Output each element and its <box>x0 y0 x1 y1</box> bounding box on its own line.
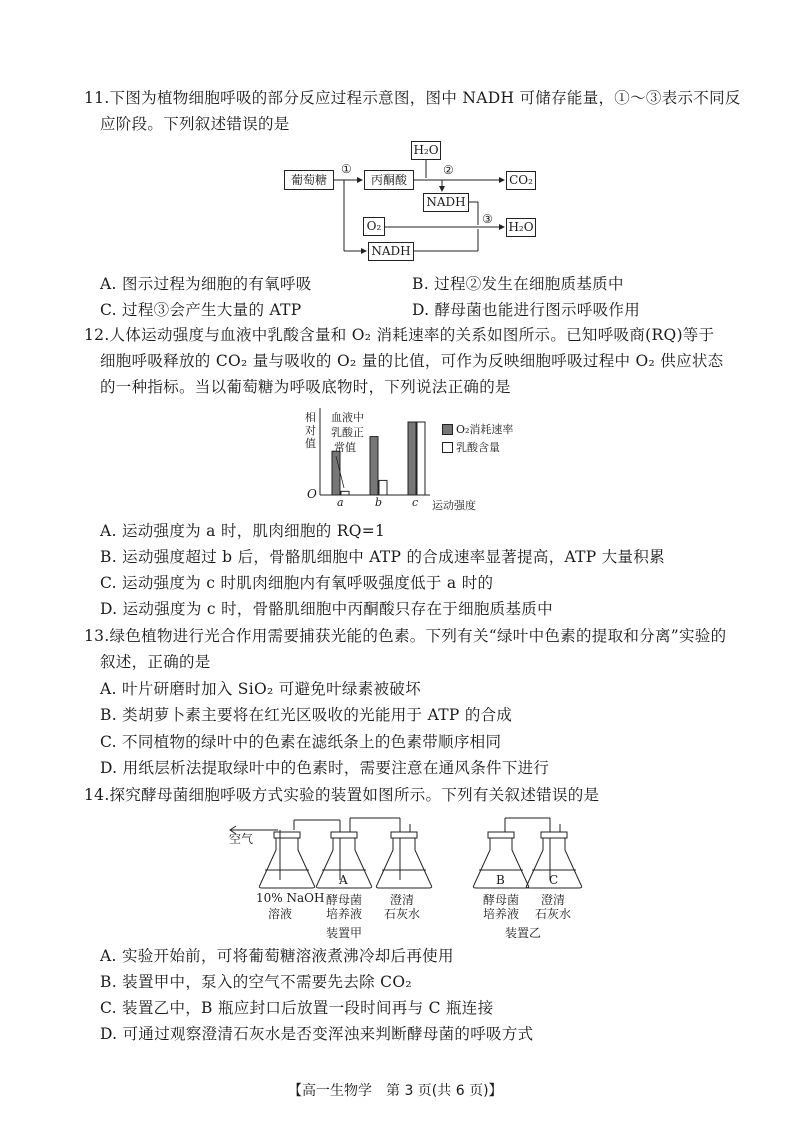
flaskA-letter: A <box>339 873 348 887</box>
o2-box: O₂ <box>363 217 385 236</box>
flask1-label-1: 10% NaOH <box>256 891 325 905</box>
q11-stem-line1: 11.下图为植物细胞呼吸的部分反应过程示意图，图中 NADH 可储存能量，①～③表示不同反 <box>84 89 741 107</box>
nadh-box-1: NADH <box>423 193 469 212</box>
glucose-box: 葡萄糖 <box>284 170 334 190</box>
co2-box: CO₂ <box>506 171 536 190</box>
flaskB-letter: B <box>496 873 505 887</box>
q12-option-a[interactable]: A. 运动强度为 a 时，肌肉细胞的 RQ=1 <box>100 522 386 540</box>
q11-option-d[interactable]: D. 酵母菌也能进行图示呼吸作用 <box>412 301 641 319</box>
q13-option-c[interactable]: C. 不同植物的绿叶中的色素在滤纸条上的色素带顺序相同 <box>100 733 502 751</box>
air-label: 空气 <box>229 832 254 846</box>
flask1-label-2: 溶液 <box>268 907 293 921</box>
chart-origin: O <box>307 487 317 501</box>
chart-xlabel: 运动强度 <box>432 499 476 512</box>
flaskA-label-1: 酵母菌 <box>326 893 363 907</box>
step-3-label: ③ <box>482 212 493 226</box>
chart-annotation-1: 血液中 <box>331 411 364 424</box>
setup2-label: 装置乙 <box>505 926 542 940</box>
legend-o2-label: O₂消耗速率 <box>456 423 514 436</box>
chart-annotation-3: 常值 <box>334 441 356 454</box>
q11-option-c[interactable]: C. 过程③会产生大量的 ATP <box>100 301 302 319</box>
q12-stem-line1: 12.人体运动强度与血液中乳酸含量和 O₂ 消耗速率的关系如图所示。已知呼吸商(RQ)等于 <box>84 326 715 344</box>
step-2-label: ② <box>443 163 454 177</box>
q12-option-b[interactable]: B. 运动强度超过 b 后，骨骼肌细胞中 ATP 的合成速率显著提高，ATP 大量积累 <box>100 548 665 566</box>
chart-ylabel-3: 值 <box>305 437 316 450</box>
setup1-label: 装置甲 <box>326 926 363 940</box>
flask3-label-1: 澄清 <box>390 893 415 907</box>
h2o-top-box: H₂O <box>411 141 441 160</box>
chart-cat-b: b <box>375 496 383 509</box>
q12-stem-line2: 细胞呼吸释放的 CO₂ 量与吸收的 O₂ 量的比值，可作为反映细胞呼吸过程中 O₂ 供应状态 <box>100 352 724 370</box>
h2o-out-box: H₂O <box>506 218 536 237</box>
q13-stem-line1: 13.绿色植物进行光合作用需要捕获光能的色素。下列有关“绿叶中色素的提取和分离”实验的 <box>84 627 727 645</box>
nadh-box-2: NADH <box>368 242 414 261</box>
q11-stem-line2: 应阶段。下列叙述错误的是 <box>100 115 290 133</box>
chart-ylabel-1: 相 <box>305 411 316 424</box>
flaskA-label-2: 培养液 <box>326 907 363 921</box>
q14-stem-line1: 14.探究酵母菌细胞呼吸方式实验的装置如图所示。下列有关叙述错误的是 <box>84 786 600 804</box>
step-1-label: ① <box>341 162 352 176</box>
flaskC-letter: C <box>549 873 559 887</box>
q12-option-c[interactable]: C. 运动强度为 c 时肌肉细胞内有氧呼吸强度低于 a 时的 <box>100 574 494 592</box>
flaskC-label-1: 澄清 <box>541 893 566 907</box>
q13-stem-line2: 叙述，正确的是 <box>100 653 211 671</box>
q12-option-d[interactable]: D. 运动强度为 c 时，骨骼肌细胞中丙酮酸只存在于细胞质基质中 <box>100 600 553 618</box>
q13-option-a[interactable]: A. 叶片研磨时加入 SiO₂ 可避免叶绿素被破坏 <box>100 680 421 698</box>
flask3-label-2: 石灰水 <box>384 907 421 921</box>
q14-option-c[interactable]: C. 装置乙中，B 瓶应封口后放置一段时间再与 C 瓶连接 <box>100 999 494 1017</box>
chart-cat-c: c <box>412 496 419 509</box>
legend-lactate-label: 乳酸含量 <box>456 441 500 454</box>
chart-cat-a: a <box>337 496 344 509</box>
q14-option-a[interactable]: A. 实验开始前，可将葡萄糖溶液煮沸冷却后再使用 <box>100 947 454 965</box>
q14-option-d[interactable]: D. 可通过观察澄清石灰水是否变浑浊来判断酵母菌的呼吸方式 <box>100 1025 534 1043</box>
q13-option-b[interactable]: B. 类胡萝卜素主要将在红光区吸收的光能用于 ATP 的合成 <box>100 706 513 724</box>
chart-ylabel-2: 对 <box>305 424 316 437</box>
q11-option-b[interactable]: B. 过程②发生在细胞质基质中 <box>412 275 624 293</box>
q12-stem-line3: 的一种指标。当以葡萄糖为呼吸底物时，下列说法正确的是 <box>100 378 511 396</box>
pyruvate-box: 丙酮酸 <box>364 170 414 190</box>
flaskC-label-2: 石灰水 <box>535 907 572 921</box>
flaskB-label-1: 酵母菌 <box>483 893 520 907</box>
flaskB-label-2: 培养液 <box>483 907 520 921</box>
q14-option-b[interactable]: B. 装置甲中，泵入的空气不需要先去除 CO₂ <box>100 973 412 991</box>
q13-option-d[interactable]: D. 用纸层析法提取绿叶中的色素时，需要注意在通风条件下进行 <box>100 759 550 777</box>
page-footer: 【高一生物学 第 3 页(共 6 页)】 <box>288 1083 503 1099</box>
q11-option-a[interactable]: A. 图示过程为细胞的有氧呼吸 <box>100 275 312 293</box>
chart-annotation-2: 乳酸正 <box>331 426 364 439</box>
